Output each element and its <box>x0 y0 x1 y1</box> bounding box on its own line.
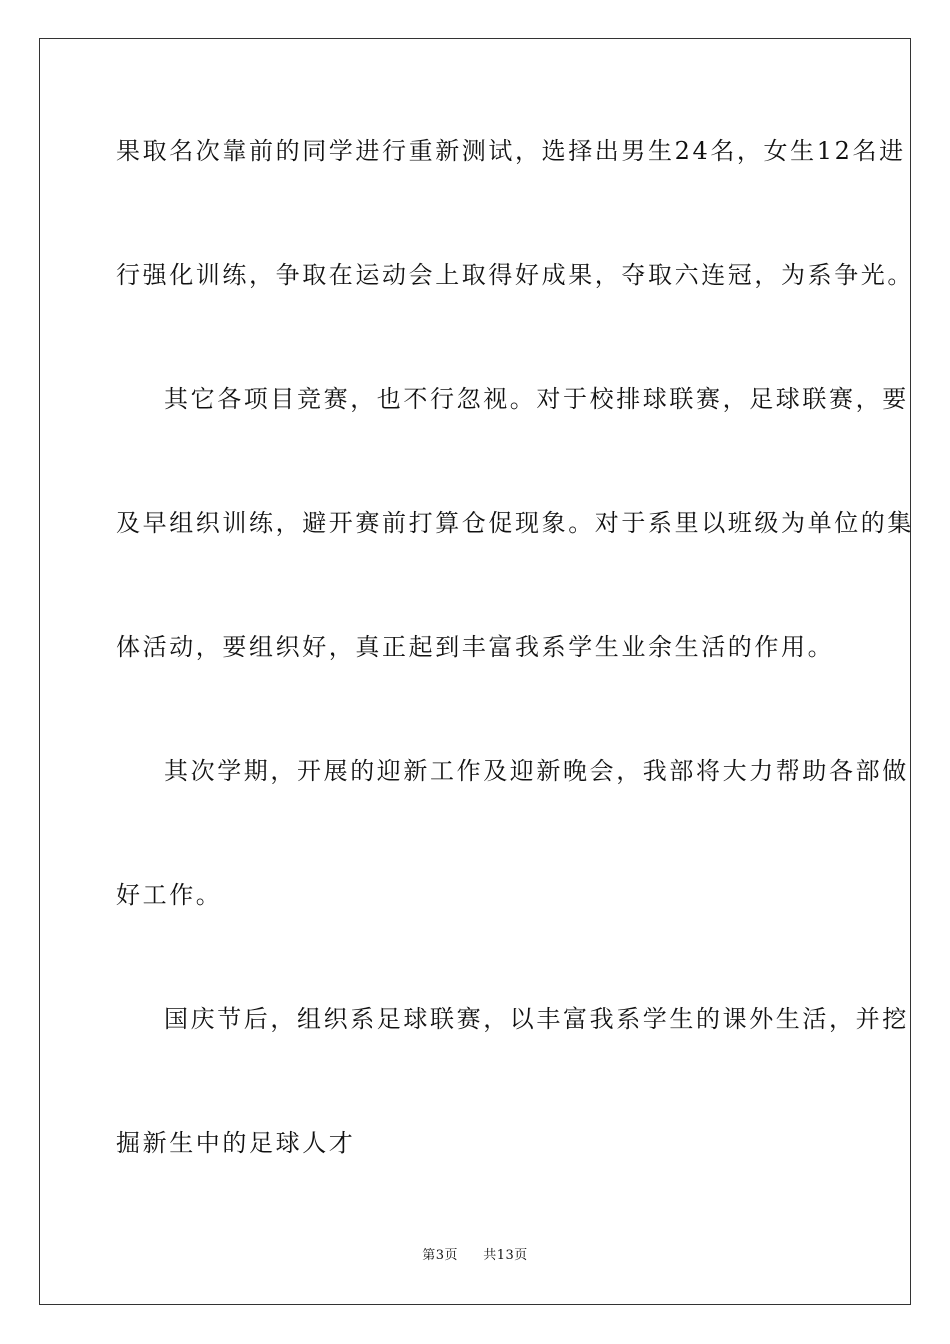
body-line-4: 及早组织训练，避开赛前打算仓促现象。对于系里以班级为单位的集 <box>116 509 914 537</box>
body-line-5: 体活动，要组织好，真正起到丰富我系学生业余生活的作用。 <box>116 633 835 661</box>
body-line-1: 果取名次靠前的同学进行重新测试，选择出男生24名，女生12名进 <box>116 137 906 165</box>
body-line-6: 其次学期，开展的迎新工作及迎新晚会，我部将大力帮助各部做 <box>164 757 909 785</box>
body-line-2: 行强化训练，争取在运动会上取得好成果，夺取六连冠，为系争光。 <box>116 261 914 289</box>
page-number: 第3页 <box>422 1248 458 1263</box>
page-footer <box>0 1248 950 1264</box>
body-line-3: 其它各项目竞赛，也不行忽视。对于校排球联赛，足球联赛，要 <box>164 385 909 413</box>
body-line-9: 掘新生中的足球人才 <box>116 1129 356 1157</box>
body-line-7: 好工作。 <box>116 881 223 909</box>
page-total: 共13页 <box>483 1248 528 1263</box>
body-line-8: 国庆节后，组织系足球联赛，以丰富我系学生的课外生活，并挖 <box>164 1005 909 1033</box>
page-frame <box>39 38 914 1305</box>
